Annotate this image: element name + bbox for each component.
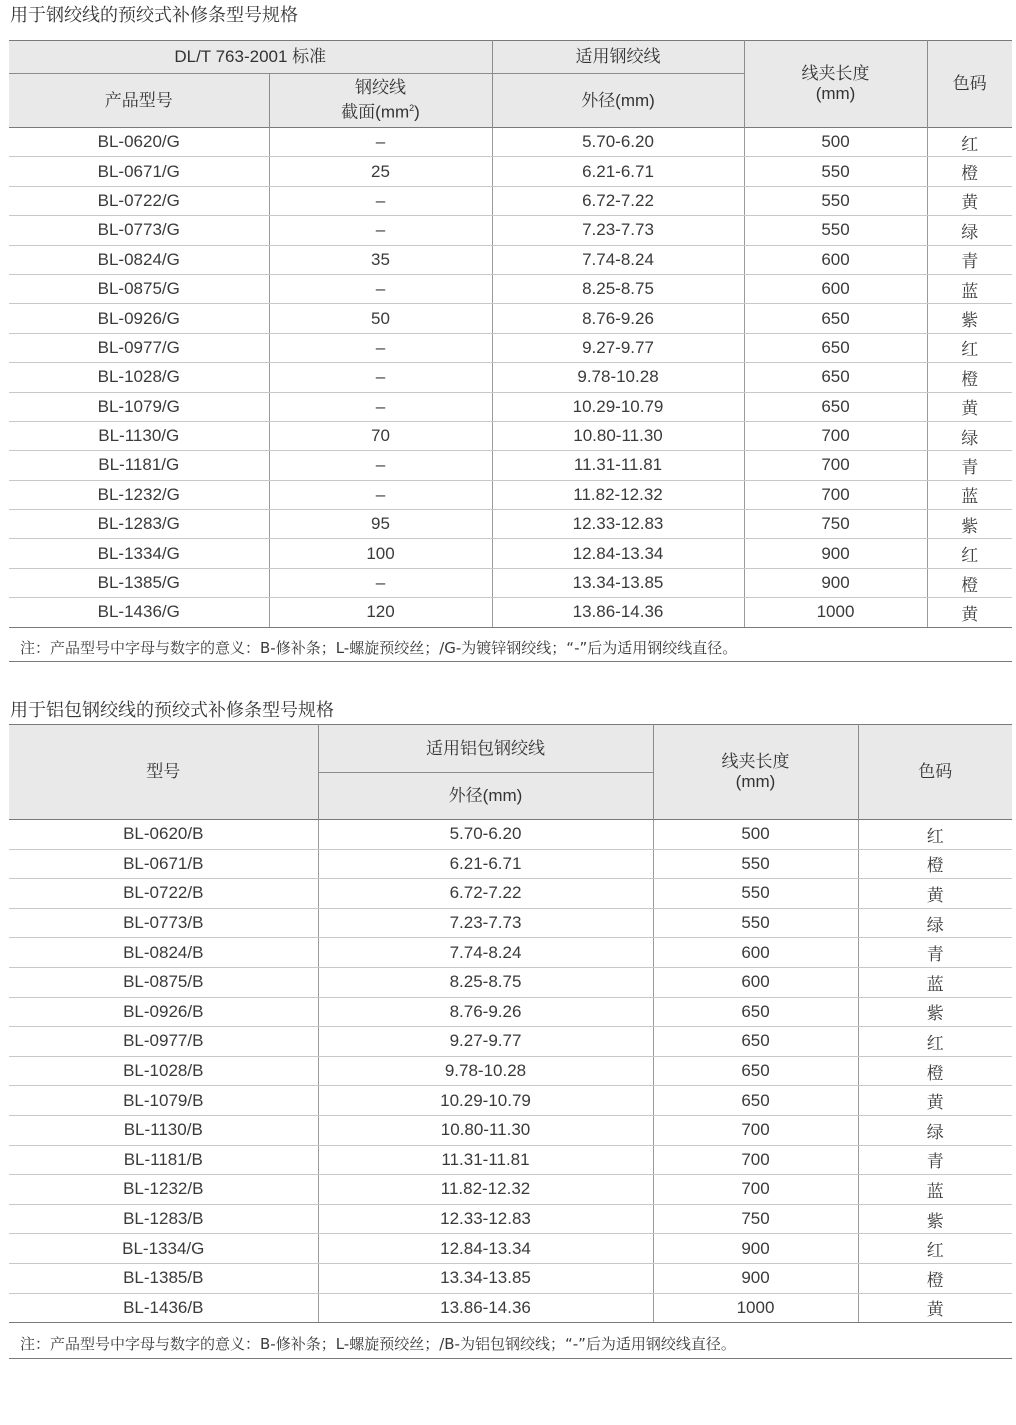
table-cell: – — [269, 392, 492, 421]
table-cell: 600 — [653, 938, 858, 968]
table-cell: 黄 — [927, 598, 1012, 627]
table-row — [9, 1263, 1012, 1293]
table-cell: – — [269, 274, 492, 303]
table-cell: 橙 — [858, 1056, 1012, 1086]
table-cell: 蓝 — [858, 1175, 1012, 1205]
table-cell: BL-1130/G — [9, 421, 269, 450]
table2-note-rule — [9, 1358, 1012, 1359]
table-cell: 600 — [744, 245, 927, 274]
table-cell: 7.23-7.73 — [318, 908, 653, 938]
table-cell: BL-1181/G — [9, 451, 269, 480]
header-clamp-length-line1: 线夹长度 — [801, 64, 870, 83]
table-cell: 95 — [269, 510, 492, 539]
table-cell: BL-0926/B — [9, 997, 318, 1027]
table-cell: BL-0620/G — [9, 128, 269, 157]
table-row — [9, 333, 1012, 362]
table-cell: 8.76-9.26 — [318, 997, 653, 1027]
table-cell: 13.34-13.85 — [318, 1263, 653, 1293]
table-cell: 600 — [653, 967, 858, 997]
table-cell: 红 — [927, 333, 1012, 362]
t2-header-outer-diameter: 外径(mm) — [318, 773, 653, 820]
table-cell: 红 — [858, 820, 1012, 850]
table-row — [9, 245, 1012, 274]
table-cell: 蓝 — [927, 480, 1012, 509]
table-cell: BL-0824/B — [9, 938, 318, 968]
table-cell: 6.21-6.71 — [318, 849, 653, 879]
table-cell: 10.80-11.30 — [318, 1115, 653, 1145]
table-cell: 6.72-7.22 — [318, 879, 653, 909]
table2-note: 注：产品型号中字母与数字的意义：B-修补条；L-螺旋预绞丝；/B-为铝包钢绞线；“-”后为适用钢绞线直径。 — [20, 1335, 736, 1353]
table-row — [9, 967, 1012, 997]
table-cell: BL-0875/B — [9, 967, 318, 997]
table-cell: 红 — [927, 128, 1012, 157]
table-cell: BL-1130/B — [9, 1115, 318, 1145]
table-cell: 650 — [744, 392, 927, 421]
table-cell: 橙 — [927, 363, 1012, 392]
table-cell: 8.76-9.26 — [492, 304, 744, 333]
table-row — [9, 938, 1012, 968]
table-row — [9, 421, 1012, 450]
t2-header-model: 型号 — [9, 725, 318, 820]
table-cell: 橙 — [927, 157, 1012, 186]
table-row — [9, 1234, 1012, 1264]
header-standard: DL/T 763-2001 标准 — [9, 41, 492, 74]
table-cell: – — [269, 480, 492, 509]
table-cell: 黄 — [927, 186, 1012, 215]
table-cell: 550 — [744, 157, 927, 186]
table-cell: 500 — [653, 820, 858, 850]
header-outer-diameter: 外径(mm) — [492, 74, 744, 128]
table-row — [9, 849, 1012, 879]
t2-header-applicable-strand: 适用铝包钢绞线 — [318, 725, 653, 773]
table-cell: 70 — [269, 421, 492, 450]
table-cell: 25 — [269, 157, 492, 186]
table-cell: BL-1028/B — [9, 1056, 318, 1086]
table2-title: 用于铝包钢绞线的预绞式补修条型号规格 — [10, 700, 334, 721]
table-cell: 绿 — [858, 908, 1012, 938]
table-cell: 1000 — [653, 1293, 858, 1323]
table1-note: 注：产品型号中字母与数字的意义：B-修补条；L-螺旋预绞丝；/G-为镀锌钢绞线；“-”后为适用钢绞线直径。 — [20, 639, 738, 657]
table-cell: BL-0722/G — [9, 186, 269, 215]
table-row — [9, 216, 1012, 245]
table-cell: 500 — [744, 128, 927, 157]
table-cell: BL-0977/G — [9, 333, 269, 362]
table-cell: 900 — [744, 568, 927, 597]
table-cell: – — [269, 216, 492, 245]
steel-strand-spec-table — [9, 40, 1012, 628]
table-cell: 12.33-12.83 — [492, 510, 744, 539]
header-section-line1: 钢绞线 — [355, 78, 406, 98]
table-cell: 1000 — [744, 598, 927, 627]
table-cell: – — [269, 451, 492, 480]
table-cell: 900 — [653, 1234, 858, 1264]
t2-header-clamp-length-line2: (mm) — [735, 772, 776, 791]
table-cell: BL-0773/B — [9, 908, 318, 938]
table-cell: BL-1436/B — [9, 1293, 318, 1323]
table-cell: BL-1283/B — [9, 1204, 318, 1234]
table-cell: – — [269, 363, 492, 392]
table-cell: 650 — [653, 1086, 858, 1116]
table-cell: 6.21-6.71 — [492, 157, 744, 186]
table-row — [9, 363, 1012, 392]
table-cell: 10.80-11.30 — [492, 421, 744, 450]
table-cell: 9.27-9.77 — [492, 333, 744, 362]
table-row — [9, 997, 1012, 1027]
table-row — [9, 451, 1012, 480]
table-cell: 11.31-11.81 — [492, 451, 744, 480]
table-cell: BL-0671/G — [9, 157, 269, 186]
table-cell: – — [269, 128, 492, 157]
table1-note-rule — [9, 661, 1012, 662]
table-cell: BL-1028/G — [9, 363, 269, 392]
table-cell: – — [269, 333, 492, 362]
table-row — [9, 392, 1012, 421]
table-cell: 9.78-10.28 — [492, 363, 744, 392]
table-cell: 13.86-14.36 — [318, 1293, 653, 1323]
table-cell: 黄 — [927, 392, 1012, 421]
table-row — [9, 598, 1012, 627]
table-cell: 橙 — [858, 849, 1012, 879]
table-row — [9, 879, 1012, 909]
table-cell: 12.84-13.34 — [492, 539, 744, 568]
table-cell: BL-0824/G — [9, 245, 269, 274]
table-cell: 650 — [653, 997, 858, 1027]
table-cell: 12.84-13.34 — [318, 1234, 653, 1264]
table-cell: 700 — [744, 480, 927, 509]
table-cell: 11.82-12.32 — [318, 1175, 653, 1205]
header-section-close: ) — [414, 102, 420, 122]
aluminum-clad-strand-spec-table — [9, 724, 1012, 1323]
table-cell: 青 — [927, 245, 1012, 274]
header-model: 产品型号 — [9, 74, 269, 128]
t2-header-clamp-length-line1: 线夹长度 — [721, 752, 790, 771]
table-row — [9, 157, 1012, 186]
table-cell: 黄 — [858, 1086, 1012, 1116]
table-row — [9, 1086, 1012, 1116]
table-row — [9, 1027, 1012, 1057]
table-cell: BL-1385/G — [9, 568, 269, 597]
table-cell: 10.29-10.79 — [492, 392, 744, 421]
table-cell: 750 — [653, 1204, 858, 1234]
table-cell: 7.74-8.24 — [492, 245, 744, 274]
table-row — [9, 1175, 1012, 1205]
table-cell: BL-1181/B — [9, 1145, 318, 1175]
table-cell: – — [269, 186, 492, 215]
table-cell: 红 — [858, 1027, 1012, 1057]
table-cell: 蓝 — [858, 967, 1012, 997]
table-cell: 5.70-6.20 — [492, 128, 744, 157]
table-cell: 8.25-8.75 — [492, 274, 744, 303]
table-cell: 9.78-10.28 — [318, 1056, 653, 1086]
table-row — [9, 820, 1012, 850]
table-cell: 黄 — [858, 879, 1012, 909]
table-cell: 10.29-10.79 — [318, 1086, 653, 1116]
table-cell: 700 — [653, 1175, 858, 1205]
t2-header-color-code: 色码 — [858, 725, 1012, 820]
table-cell: 550 — [744, 186, 927, 215]
table-cell: BL-1079/B — [9, 1086, 318, 1116]
table-cell: 橙 — [858, 1263, 1012, 1293]
table-row — [9, 568, 1012, 597]
table-cell: 黄 — [858, 1293, 1012, 1323]
table-cell: 50 — [269, 304, 492, 333]
table-cell: BL-1079/G — [9, 392, 269, 421]
table-cell: BL-1436/G — [9, 598, 269, 627]
table-row — [9, 480, 1012, 509]
table-cell: 700 — [653, 1115, 858, 1145]
header-section-sup: 2 — [409, 103, 415, 114]
table-cell: 9.27-9.77 — [318, 1027, 653, 1057]
table-cell: 绿 — [858, 1115, 1012, 1145]
table1-title: 用于钢绞线的预绞式补修条型号规格 — [10, 5, 298, 26]
table-cell: BL-0926/G — [9, 304, 269, 333]
table-cell: 550 — [744, 216, 927, 245]
table-row — [9, 908, 1012, 938]
table2-body — [9, 820, 1012, 1323]
table-cell: 550 — [653, 908, 858, 938]
table-cell: 13.34-13.85 — [492, 568, 744, 597]
table-row — [9, 274, 1012, 303]
header-section-line2: 截面(mm — [341, 102, 410, 122]
table-cell: 6.72-7.22 — [492, 186, 744, 215]
table-cell: 绿 — [927, 216, 1012, 245]
table-cell: BL-1232/G — [9, 480, 269, 509]
table-cell: 650 — [744, 363, 927, 392]
table-row — [9, 128, 1012, 157]
table-cell: 7.23-7.73 — [492, 216, 744, 245]
table-cell: BL-1232/B — [9, 1175, 318, 1205]
table-cell: 12.33-12.83 — [318, 1204, 653, 1234]
table-cell: 100 — [269, 539, 492, 568]
table-row — [9, 1115, 1012, 1145]
table-cell: 紫 — [858, 1204, 1012, 1234]
table-cell: 11.82-12.32 — [492, 480, 744, 509]
table-cell: 600 — [744, 274, 927, 303]
table-cell: 900 — [653, 1263, 858, 1293]
table-cell: 650 — [744, 304, 927, 333]
table-row — [9, 1293, 1012, 1323]
table-row — [9, 539, 1012, 568]
table-cell: 700 — [744, 451, 927, 480]
table-cell: BL-1334/G — [9, 539, 269, 568]
table-cell: 红 — [858, 1234, 1012, 1264]
table-cell: 橙 — [927, 568, 1012, 597]
table-row — [9, 1204, 1012, 1234]
table-cell: 绿 — [927, 421, 1012, 450]
table-cell: BL-0620/B — [9, 820, 318, 850]
table-cell: BL-1385/B — [9, 1263, 318, 1293]
table-cell: 750 — [744, 510, 927, 539]
table-cell: BL-0671/B — [9, 849, 318, 879]
table-row — [9, 510, 1012, 539]
table-cell: BL-1334/G — [9, 1234, 318, 1264]
table-cell: 120 — [269, 598, 492, 627]
table-cell: BL-0773/G — [9, 216, 269, 245]
header-applicable-strand: 适用钢绞线 — [492, 41, 744, 74]
table-cell: 红 — [927, 539, 1012, 568]
table-cell: 7.74-8.24 — [318, 938, 653, 968]
table-cell: 青 — [858, 938, 1012, 968]
table-cell: 5.70-6.20 — [318, 820, 653, 850]
table-cell: 35 — [269, 245, 492, 274]
table-cell: BL-0875/G — [9, 274, 269, 303]
header-color-code: 色码 — [927, 41, 1012, 128]
table-cell: 蓝 — [927, 274, 1012, 303]
table-row — [9, 186, 1012, 215]
table-cell: 650 — [653, 1027, 858, 1057]
table-cell: 青 — [858, 1145, 1012, 1175]
table-cell: 紫 — [927, 304, 1012, 333]
table-cell: 13.86-14.36 — [492, 598, 744, 627]
table-cell: 550 — [653, 849, 858, 879]
table-cell: 650 — [744, 333, 927, 362]
table-cell: 700 — [653, 1145, 858, 1175]
table-cell: 550 — [653, 879, 858, 909]
table-row — [9, 304, 1012, 333]
header-section — [269, 74, 492, 128]
t2-header-clamp-length — [653, 725, 858, 820]
table-cell: 紫 — [858, 997, 1012, 1027]
header-clamp-length — [744, 41, 927, 128]
table-row — [9, 1056, 1012, 1086]
table1-body — [9, 128, 1012, 628]
table-row — [9, 1145, 1012, 1175]
table-cell: 紫 — [927, 510, 1012, 539]
table-cell: 青 — [927, 451, 1012, 480]
table-cell: BL-1283/G — [9, 510, 269, 539]
table-cell: 700 — [744, 421, 927, 450]
table-cell: 11.31-11.81 — [318, 1145, 653, 1175]
table-cell: 900 — [744, 539, 927, 568]
header-clamp-length-line2: (mm) — [815, 84, 856, 103]
table-cell: BL-0722/B — [9, 879, 318, 909]
table-cell: – — [269, 568, 492, 597]
table-cell: 650 — [653, 1056, 858, 1086]
table-cell: BL-0977/B — [9, 1027, 318, 1057]
table-cell: 8.25-8.75 — [318, 967, 653, 997]
